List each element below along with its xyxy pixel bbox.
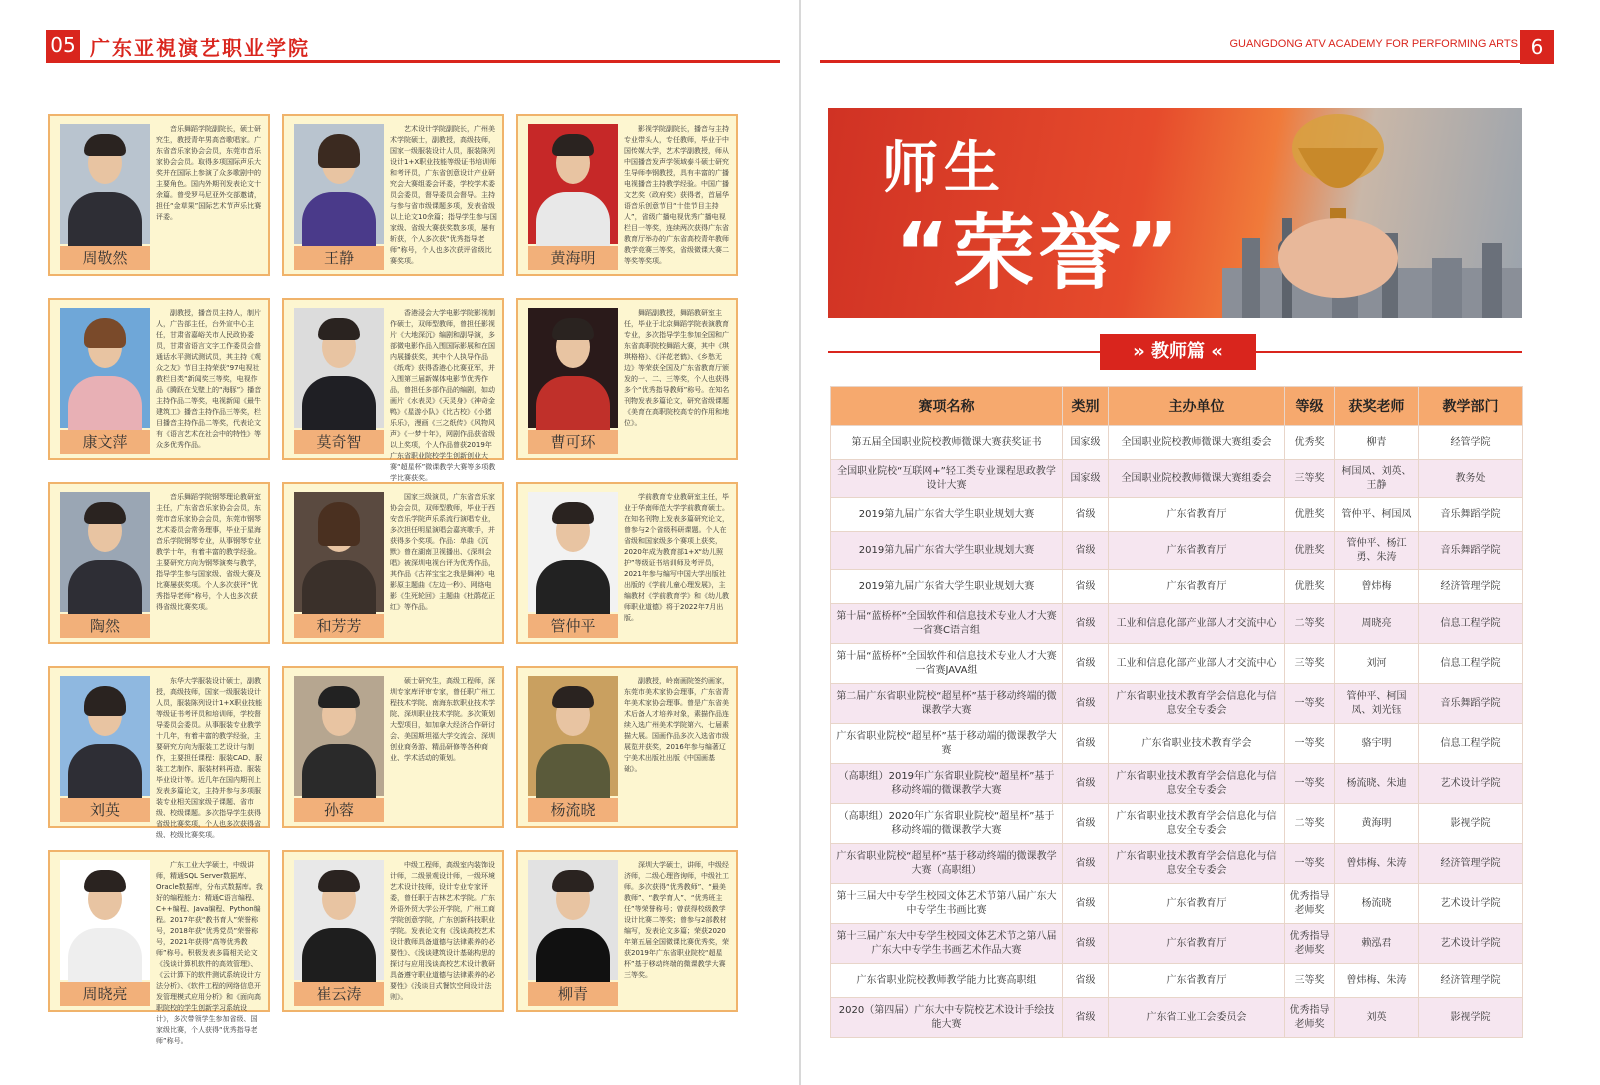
table-row	[831, 570, 1523, 604]
teacher-card	[516, 298, 738, 460]
teacher-card	[282, 482, 504, 644]
table-row	[831, 924, 1523, 964]
teacher-bio: 硕士研究生，高级工程师，深圳专家库评审专家，曾任职广州工程技术学院、南海东软职业技术学院、深圳职业技术学院。多次策划大型项目，如加拿大经济合作研讨会、美国斯坦福大学交流会、深圳创业商务游、精品研修等各种商业、学术活动的策划。	[390, 677, 495, 762]
teacher-bio: 音乐舞蹈学院钢琴理论教研室主任，广东省音乐家协会会员，东莞市音乐家协会会员，东莞市钢琴艺术委员会常务理事，毕业于星海音乐学院钢琴专业，从事钢琴专业教学十年，有着丰富的教学经验。主要研究方向为钢琴演奏与教学，指导学生参与国家级、省级大赛及比赛屡获奖项。个人多次获评“优秀指导老师”称号，个人也多次获得省级比赛奖项。	[156, 493, 261, 611]
cell-teacher: 周晓亮	[1335, 604, 1419, 644]
table-row	[831, 964, 1523, 998]
table-header-row	[831, 387, 1523, 426]
cell-event: （高职组）2020年广东省职业院校“超星杯”基于移动终端的微课教学大赛	[831, 804, 1063, 844]
teacher-photo	[528, 676, 618, 796]
teacher-name: 周晓亮	[60, 982, 150, 1006]
teacher-bio: 国家三级演员，广东省音乐家协会会员，双师型教师，毕业于西安音乐学院声乐系流行演唱专业，多次担任明星演唱会嘉宾歌手，并获得多个奖项。作品：单曲《沉默》曾在湖南卫视播出、《深圳会唱》被深圳电视台评为优秀作品，其作品《古祥宝宝之我是舞神》电影原主题曲《左边一秒》、网络电影《生死轮回》主题曲《杜鹃花正红》等作品。	[390, 493, 495, 611]
teacher-photo	[528, 124, 618, 244]
cell-level: 优秀指导老师奖	[1285, 884, 1335, 924]
cell-teacher: 杨流晓	[1335, 884, 1419, 924]
cell-department: 艺术设计学院	[1419, 884, 1523, 924]
cell-level: 三等奖	[1285, 460, 1335, 498]
teacher-bio: 副教授，岭南画院签约画家，东莞市美术家协会理事，广东省青年美术家协会理事。曾是广东省美术后备人才培养对象，素描作品连续入选广州美术学院第六、七届素描大展。国画作品多次入选省市级展览并获奖，2016年参与编著辽宁美术出版社出版《中国画基础》。	[624, 677, 729, 773]
teacher-card	[282, 298, 504, 482]
teacher-grid	[48, 114, 754, 1045]
col-header-category: 类别	[1063, 387, 1109, 426]
teacher-photo	[294, 492, 384, 612]
teacher-card	[282, 114, 504, 276]
banner-title-line1: 师生	[882, 136, 1006, 201]
double-chevron-left-icon: «	[1211, 341, 1223, 362]
cell-department: 教务处	[1419, 460, 1523, 498]
cell-organizer: 广东省教育厅	[1109, 924, 1285, 964]
cell-organizer: 工业和信息化部产业部人才交流中心	[1109, 644, 1285, 684]
teacher-card	[282, 666, 504, 828]
cell-organizer: 广东省教育厅	[1109, 570, 1285, 604]
section-label-text: 教师篇	[1151, 341, 1205, 362]
cell-teacher: 骆宇明	[1335, 724, 1419, 764]
teacher-photo	[60, 492, 150, 612]
cell-teacher: 黄海明	[1335, 804, 1419, 844]
cell-level: 一等奖	[1285, 724, 1335, 764]
teacher-card	[516, 114, 738, 276]
cell-level: 优胜奖	[1285, 498, 1335, 532]
teacher-bio: 影视学院副院长，播音与主持专业带头人，专任教师，毕业于中国传媒大学，艺术学副教授，师从中国播音发声学领域泰斗硕士研究生导师李钢教授，具有丰富的广播电视播音主持教学经验。中国广播文艺奖（政府奖）获得者，首届华语音乐创意节目“十佳节目主持人”，省级广播电视优秀广播电视栏目一等奖，连续两次获得广东省教育厅举办的广东省高校青年教师教学竞赛三等奖，省级微课大赛二等奖等奖项。	[624, 125, 729, 265]
trophy-icon	[1258, 108, 1408, 318]
cell-category: 省级	[1063, 532, 1109, 570]
table-row	[831, 460, 1523, 498]
cell-department: 经管学院	[1419, 426, 1523, 460]
teacher-name: 陶然	[60, 614, 150, 638]
cell-teacher: 赖泓君	[1335, 924, 1419, 964]
cell-organizer: 广东省教育厅	[1109, 964, 1285, 998]
cell-event: 2019第九届广东省大学生职业规划大赛	[831, 532, 1063, 570]
table-row	[831, 764, 1523, 804]
teacher-card	[282, 850, 504, 1012]
teacher-bio: 音乐舞蹈学院副院长，硕士研究生，教授青年男高音歌唱家。广东省音乐家协会会员，东莞市音乐家协会会员。取得多项国际声乐大奖并在国际上参演了众多歌剧中的主要角色。国内外期刊发表论文十余篇。曾受罗马尼亚外交部邀请，担任“金草果”国际艺术节声乐比赛评委。	[156, 125, 262, 221]
cell-category: 省级	[1063, 570, 1109, 604]
cell-event: 第十届“蓝桥杯”全国软件和信息技术专业人才大赛一省赛JAVA组	[831, 644, 1063, 684]
cell-category: 省级	[1063, 844, 1109, 884]
teacher-name: 黄海明	[528, 246, 618, 270]
cell-department: 艺术设计学院	[1419, 924, 1523, 964]
cell-level: 二等奖	[1285, 804, 1335, 844]
cell-level: 三等奖	[1285, 644, 1335, 684]
cell-department: 信息工程学院	[1419, 604, 1523, 644]
cell-organizer: 广东省教育厅	[1109, 884, 1285, 924]
cell-teacher: 曾炜梅、朱涛	[1335, 844, 1419, 884]
teacher-photo	[294, 308, 384, 428]
cell-department: 经济管理学院	[1419, 964, 1523, 998]
teacher-bio: 香港浸会大学电影学院影视制作硕士，双师型教师，曾担任影视片《大地深沉》编剧和副导演，多部微电影作品入围国际影展和在国内展播获奖，其中个人执导作品《纸鸢》获得香港心比赛亚军，并入围第三届新媒体电影节优秀作品，曾担任多部作品的编剧，如动画片《水表灵》《天灵身》《神奇金鸭》《星游小队》《比古校》《小猪乐乐》，漫画《三之纸传》《风物风声》《一梦十年》，网剧作品获省级以上奖项，个人作品曾获2019年广东省职业院校学生创新创业大赛“超星杯”微课教学大赛等多项教学比赛获奖。	[390, 309, 496, 482]
cell-department: 影视学院	[1419, 804, 1523, 844]
cell-category: 省级	[1063, 998, 1109, 1038]
col-header-level: 等级	[1285, 387, 1335, 426]
cell-organizer: 全国职业院校教师微课大赛组委会	[1109, 426, 1285, 460]
cell-organizer: 广东省教育厅	[1109, 532, 1285, 570]
cell-category: 省级	[1063, 644, 1109, 684]
teacher-photo	[528, 492, 618, 612]
table-row	[831, 532, 1523, 570]
cell-event: 第十届“蓝桥杯”全国软件和信息技术专业人才大赛一省赛C语言组	[831, 604, 1063, 644]
cell-organizer: 广东省教育厅	[1109, 498, 1285, 532]
cell-level: 二等奖	[1285, 604, 1335, 644]
teacher-bio: 广东工业大学硕士，中级讲师，精通SQL Server数据库、Oracle数据库，分布式数据库。我好的编程能力：精通C语言编程、C++编程、Java编程、Python编程。2017年获“教书育人”荣誉称号，2018年获“优秀党员”荣誉称号，2021年获得“高等优秀教师”称号。积极发表多篇相关论文《浅谈计算机软件的高效管理》、《云计算下的软件测试系统设计方法分析》、《软件工程的网络信息开发管理模式应用分析》和《面向高职院校的学生创新学习系统设计》，多次带领学生参加省级、国家级比赛，个人获得“优秀指导老师”称号。	[156, 861, 263, 1045]
teacher-photo	[294, 124, 384, 244]
cell-event: 2019第九届广东省大学生职业规划大赛	[831, 498, 1063, 532]
cell-level: 优秀奖	[1285, 426, 1335, 460]
cell-event: 2019第九届广东省大学生职业规划大赛	[831, 570, 1063, 604]
teacher-name: 崔云涛	[294, 982, 384, 1006]
cell-organizer: 全国职业院校教师微课大赛组委会	[1109, 460, 1285, 498]
cell-category: 省级	[1063, 924, 1109, 964]
col-header-teacher: 获奖老师	[1335, 387, 1419, 426]
teacher-name: 刘英	[60, 798, 150, 822]
teacher-name: 王静	[294, 246, 384, 270]
cell-category: 省级	[1063, 764, 1109, 804]
teacher-name: 莫奇智	[294, 430, 384, 454]
cell-category: 国家级	[1063, 426, 1109, 460]
left-page-number: 05	[46, 30, 80, 60]
teacher-name: 康文萍	[60, 430, 150, 454]
teacher-photo	[528, 308, 618, 428]
cell-level: 优胜奖	[1285, 532, 1335, 570]
teacher-name: 孙蓉	[294, 798, 384, 822]
teacher-card	[48, 114, 270, 276]
cell-level: 一等奖	[1285, 684, 1335, 724]
teacher-name: 杨流晓	[528, 798, 618, 822]
teacher-bio: 舞蹈副教授，舞蹈教研室主任，毕业于北京舞蹈学院表演教育专业，多次指导学生参加全国和广东省高职院校舞蹈大赛，其中《琪琪格格》、《洋花老鹤》、《乡愁无边》等荣获全国及广东省教育厅颁发的一、二、三等奖，个人也获得多个“优秀指导教师”称号。在知名刊物发表多篇论文，研究省级课题《美育在高职院校高专的作用和地位》。	[624, 309, 730, 427]
col-header-department: 教学部门	[1419, 387, 1523, 426]
cell-teacher: 刘河	[1335, 644, 1419, 684]
cell-department: 音乐舞蹈学院	[1419, 532, 1523, 570]
teacher-bio: 中级工程师，高级室内装饰设计师，二级景观设计师，一级环境艺术设计技师，设计专业专家评委，曾任职于吉林艺术学院。广东外语外贸大学公开学院，广州工商学院创意学院，广东创新科技职业学院。发表论文有《浅谈高校艺术设计教师具备道德与法律素养的必要性》、《浅谈建筑设计基础构思的探讨与应用浅谈高校艺术设计教研具备遵守职业道德与法律素养的必要性》《浅谈目式餐饮空间设计法则》。	[390, 861, 495, 1001]
teacher-name: 柳青	[528, 982, 618, 1006]
teacher-bio: 深圳大学硕士，讲师，中级经济师，二级心理咨询师，中级社工师。多次获得“优秀教师”、“最美教师”、“教学育人”、“优秀班主任”等荣誉称号；曾获得校级教学设计比赛二等奖；曾参与2部教材编写，发表论文多篇；荣获2020年第五届全国微课比赛优秀奖，荣获2019年广东省职业院校“超星杯”基于移动终端的微课教学大赛三等奖。	[624, 861, 729, 979]
teacher-card	[516, 666, 738, 828]
cell-department: 经济管理学院	[1419, 570, 1523, 604]
teacher-card	[48, 298, 270, 460]
table-body	[831, 426, 1523, 1038]
page-fold	[799, 0, 801, 1085]
cell-department: 信息工程学院	[1419, 644, 1523, 684]
table-row	[831, 644, 1523, 684]
teacher-card	[516, 482, 738, 644]
cell-teacher: 曾炜梅、朱涛	[1335, 964, 1419, 998]
cell-event: 第五届全国职业院校教师微课大赛获奖证书	[831, 426, 1063, 460]
teacher-name: 和芳芳	[294, 614, 384, 638]
cell-teacher: 杨流晓、朱迪	[1335, 764, 1419, 804]
cell-level: 优秀指导老师奖	[1285, 998, 1335, 1038]
cell-level: 一等奖	[1285, 764, 1335, 804]
cell-category: 省级	[1063, 724, 1109, 764]
cell-organizer: 广东省职业技术教育学会	[1109, 724, 1285, 764]
teacher-card	[48, 482, 270, 644]
cell-level: 一等奖	[1285, 844, 1335, 884]
cell-category: 省级	[1063, 964, 1109, 998]
cell-event: 广东省职业院校教师教学能力比赛高职组	[831, 964, 1063, 998]
cell-category: 省级	[1063, 884, 1109, 924]
teacher-photo	[60, 124, 150, 244]
table-row	[831, 804, 1523, 844]
cell-department: 艺术设计学院	[1419, 764, 1523, 804]
cell-department: 音乐舞蹈学院	[1419, 498, 1523, 532]
table-row	[831, 884, 1523, 924]
cell-organizer: 广东省职业技术教育学会信息化与信息安全专委会	[1109, 764, 1285, 804]
cell-teacher: 管仲平、柯国凤、刘光钰	[1335, 684, 1419, 724]
cell-department: 信息工程学院	[1419, 724, 1523, 764]
cell-organizer: 广东省职业技术教育学会信息化与信息安全专委会	[1109, 684, 1285, 724]
cell-category: 省级	[1063, 498, 1109, 532]
left-header-rule	[46, 60, 780, 63]
cell-level: 优秀指导老师奖	[1285, 924, 1335, 964]
teacher-name: 周敬然	[60, 246, 150, 270]
banner-title-line2: “荣誉”	[895, 206, 1183, 301]
table-row	[831, 604, 1523, 644]
right-header-rule	[820, 60, 1520, 63]
cell-event: 广东省职业院校“超星杯”基于移动端的微课教学大赛	[831, 724, 1063, 764]
cell-organizer: 广东省职业技术教育学会信息化与信息安全专委会	[1109, 844, 1285, 884]
cell-event: 全国职业院校“互联网+”轻工类专业课程思政教学设计大赛	[831, 460, 1063, 498]
cell-department: 影视学院	[1419, 998, 1523, 1038]
cell-category: 省级	[1063, 804, 1109, 844]
cell-teacher: 刘英	[1335, 998, 1419, 1038]
cell-organizer: 广东省职业技术教育学会信息化与信息安全专委会	[1109, 804, 1285, 844]
teacher-photo	[60, 676, 150, 796]
teacher-photo	[294, 860, 384, 980]
cell-teacher: 管仲平、柯国凤	[1335, 498, 1419, 532]
teacher-bio: 东华大学服装设计硕士，副教授，高级技师，国家一级服装设计人员，服装陈列设计1+X职业技能等级证书考评员和培训师，学校督导委员会委员。从事服装专业教学十几年，有着丰富的教学经验，主要研究方向为服装工艺设计与制作，主要担任课程：服装CAD、服装工艺制作、服装材料再造、服装毕业设计等。近几年在国内期刊上发表多篇论文，主持并参与多项服装专业相关国家级子课题、省市级、校级课题。多次指导学生获得省级比赛奖项，个人也多次获得省级、校级比赛奖项。	[156, 677, 263, 839]
cell-event: 第十三届广东大中专学生校园文体艺术节之第八届广东大中专学生书画艺术作品大赛	[831, 924, 1063, 964]
table-row	[831, 498, 1523, 532]
cell-organizer: 广东省工业工会委员会	[1109, 998, 1285, 1038]
cell-teacher: 柯国凤、刘英、王静	[1335, 460, 1419, 498]
teacher-card	[48, 666, 270, 839]
teacher-name: 管仲平	[528, 614, 618, 638]
table-row	[831, 684, 1523, 724]
cell-teacher: 曾炜梅	[1335, 570, 1419, 604]
cell-department: 音乐舞蹈学院	[1419, 684, 1523, 724]
cell-category: 国家级	[1063, 460, 1109, 498]
teacher-card	[516, 850, 738, 1012]
cell-level: 三等奖	[1285, 964, 1335, 998]
table-row	[831, 426, 1523, 460]
cell-teacher: 柳青	[1335, 426, 1419, 460]
awards-table	[830, 386, 1523, 1038]
cell-level: 优胜奖	[1285, 570, 1335, 604]
cell-organizer: 工业和信息化部产业部人才交流中心	[1109, 604, 1285, 644]
cell-category: 省级	[1063, 604, 1109, 644]
right-header-title: GUANGDONG ATV ACADEMY FOR PERFORMING ARTS	[1229, 38, 1518, 50]
right-page-number: 6	[1520, 30, 1554, 64]
teacher-bio: 艺术设计学院副院长，广州美术学院硕士，副教授，高级技师，国家一级服装设计人员，服装陈列设计1+X职业技能等级证书培训师和考评员，广东省创意设计产业研究会大赛组委会评委，学校学术委员会委员，督导委员会督导。主持与参与省市级课题多项，发表省级以上论文10余篇；指导学生参与国家级、省级大赛获奖数多项，屡有斩获，个人多次获“优秀指导老师”称号，个人也多次获评省级比赛奖项。	[390, 125, 497, 265]
col-header-organizer: 主办单位	[1109, 387, 1285, 426]
section-label	[1100, 334, 1256, 370]
cell-event: 2020（第四届）广东大中专院校艺术设计手绘技能大赛	[831, 998, 1063, 1038]
cell-teacher: 管仲平、杨江勇、朱涛	[1335, 532, 1419, 570]
teacher-photo	[60, 860, 150, 980]
teacher-photo	[60, 308, 150, 428]
col-header-event: 赛项名称	[831, 387, 1063, 426]
cell-event: 广东省职业院校“超星杯”基于移动终端的微课教学大赛（高职组）	[831, 844, 1063, 884]
cell-category: 省级	[1063, 684, 1109, 724]
left-header-title: 广东亚視演艺职业学院	[90, 36, 310, 60]
cell-event: 第十三届大中专学生校园文体艺术节第八届广东大中专学生书画比赛	[831, 884, 1063, 924]
teacher-bio: 学前教育专业教研室主任，毕业于华南师范大学学前教育硕士。在知名刊物上发表多篇研究论文，曾参与2个省级科研课题。个人在省级和国家级多个赛项上获奖，2020年成为教育部1+X“幼儿照护”等级证书培训师及考评员，2021年参与编写中国大学出版社出版的《学前儿童心理发展》，主编教材《学前教育学》和《幼儿教师职业道德》将于2022年7月出版。	[624, 493, 729, 622]
double-chevron-right-icon: »	[1133, 341, 1145, 362]
teacher-photo	[528, 860, 618, 980]
cell-event: 第二届广东省职业院校“超星杯”基于移动终端的微课教学大赛	[831, 684, 1063, 724]
cell-department: 经济管理学院	[1419, 844, 1523, 884]
table-row	[831, 998, 1523, 1038]
teacher-card	[48, 850, 270, 1045]
teacher-photo	[294, 676, 384, 796]
table-row	[831, 724, 1523, 764]
cell-event: （高职组）2019年广东省职业院校“超星杯”基于移动终端的微课教学大赛	[831, 764, 1063, 804]
teacher-bio: 副教授，播音员主持人，制片人，广告部主任，台外宣中心主任，甘肃省嘉峪关市人民政协委员，甘肃省语言文字工作委员会普通话水平测试测试员，其主持《观众之友》节目主持荣获“97电视社教栏目类”新闻奖三等奖，电视作品《腾跃在戈壁上的“海豚”》播音主持作品二等奖，电视新闻《最牛建筑工》播音主持作品三等奖，栏目播音主持作品二等奖，代表论文有《语言艺术在社会中的特性》等众多优秀作品。	[156, 309, 262, 449]
teacher-name: 曹可环	[528, 430, 618, 454]
table-row	[831, 844, 1523, 884]
